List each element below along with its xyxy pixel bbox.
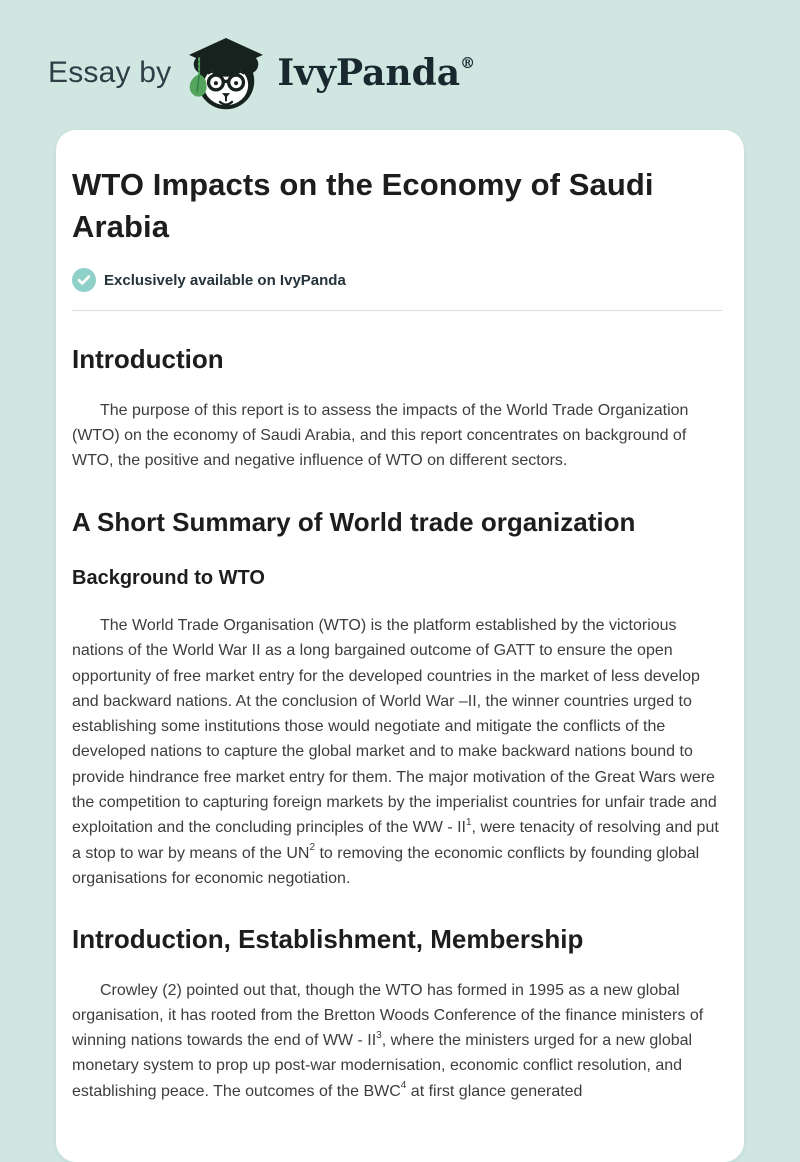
registered-trademark: ® — [460, 54, 476, 72]
essay-by-label: Essay by — [48, 56, 172, 89]
ivypanda-logo[interactable] — [185, 35, 475, 111]
footnote-marker: 4 — [400, 1080, 407, 1092]
essay-title: WTO Impacts on the Economy of Saudi Arabia — [72, 167, 654, 245]
paragraph: Crowley (2) pointed out that, though the WTO has formed in 1995 as a new global organisation, it has rooted from the Bretton Woods Conference of the finance ministers of winning nations towards the end of WW - $II^3$, where the ministers urged for a new global monetary system to prop up post-war modernisation, economic conflict resolution, and establishing peace. The outcomes of the BWC$^4$ at first glance generated — [72, 981, 704, 1100]
section-heading: Introduction — [72, 344, 224, 375]
sub-heading: Background to WTO — [72, 567, 265, 590]
essay-card — [56, 130, 744, 1162]
paragraph: The World Trade Organisation (WTO) is the platform established by the victorious nations of the World War II as a long bargained outcome of GATT to ensure the open opportunity of free market entry for the developed countries in the market of less develop and backward nations. At the conclusion of World War –II, the winner countries urged to establishing some institutions those would negotiate and mitigate the conflicts of the developed nations to capture the global market and to make backward nations bound to provide hindrance free market entry for them. The major motivation of the Great Wars were the competition to capturing foreign markets by the imperialist countries for unfair trade and exploitation and the concluding principles of the WW - $II^1$, were tenacity of resolving and put a stop to war by means of the $UN^2$ to removing the economic conflicts by founding global organisations for economic negotiation. — [72, 617, 719, 887]
divider — [72, 310, 722, 311]
panda-graduate-icon — [185, 35, 267, 111]
footnote-marker: 3 — [376, 1029, 382, 1041]
exclusive-badge — [72, 268, 722, 292]
section-heading: Introduction, Establishment, Membership — [72, 924, 584, 955]
brand-name: IvyPanda — [277, 52, 461, 94]
site-header — [0, 0, 800, 110]
check-icon — [72, 268, 96, 292]
badge-label: Exclusively available on IvyPanda — [104, 271, 346, 289]
footnote-marker: 1 — [465, 816, 472, 828]
article-body — [72, 343, 722, 1104]
paragraph: The purpose of this report is to assess the impacts of the World Trade Organization (WTO) on the economy of Saudi Arabia, and this report concentrates on background of WTO, the positive and negative influence of WTO on different sectors. — [72, 401, 689, 470]
footnote-marker: 2 — [309, 842, 316, 854]
section-heading: A Short Summary of World trade organization — [72, 506, 636, 537]
